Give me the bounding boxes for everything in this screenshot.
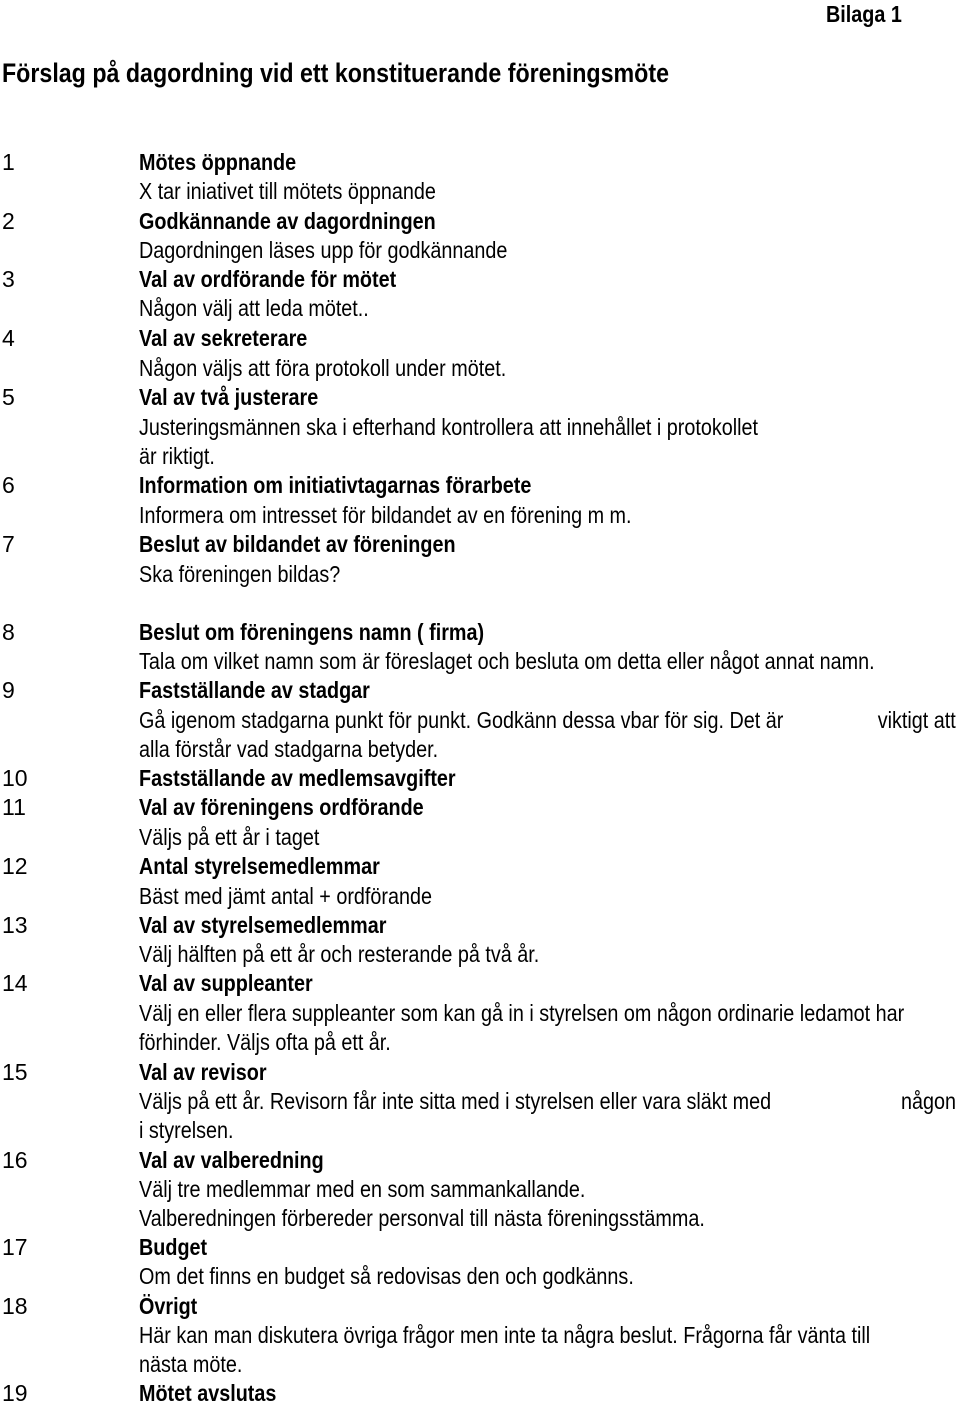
item-description: Någon välj att leda mötet..	[139, 295, 369, 321]
agenda-item	[0, 265, 960, 294]
agenda-item	[0, 793, 960, 822]
item-heading: Mötes öppnande	[139, 149, 297, 175]
item-number: 8	[2, 619, 15, 645]
agenda-item	[0, 1379, 960, 1408]
agenda-item	[0, 1292, 960, 1321]
item-description: Informera om intresset för bildandet av en förening m m.	[139, 502, 632, 528]
agenda-item	[0, 969, 960, 998]
attachment-label: Bilaga 1	[825, 1, 902, 27]
item-description: Här kan man diskutera övriga frågor men inte ta några beslut. Frågorna får vänta till	[139, 1322, 871, 1348]
item-description: Välj hälften på ett år och resterande på två år.	[139, 941, 540, 967]
item-description: Dagordningen läses upp för godkännande	[139, 237, 508, 263]
item-number: 9	[2, 677, 15, 703]
agenda-item	[0, 1146, 960, 1175]
item-heading: Antal styrelsemedlemmar	[139, 853, 380, 879]
item-description: Bäst med jämt antal + ordförande	[139, 883, 433, 909]
item-description-end: viktigt att	[877, 707, 956, 733]
item-description: Välj tre medlemmar med en som sammankallande.	[139, 1176, 586, 1202]
item-description-end: någon	[900, 1088, 956, 1114]
item-number: 13	[2, 912, 28, 938]
item-description: Gå igenom stadgarna punkt för punkt. Godkänn dessa vbar för sig. Det är viktigt att	[139, 707, 956, 733]
item-number: 3	[2, 266, 15, 292]
agenda-item	[0, 618, 960, 647]
item-number: 16	[2, 1147, 28, 1173]
item-heading: Godkännande av dagordningen	[139, 208, 436, 234]
agenda-item	[0, 1058, 960, 1087]
item-heading: Budget	[139, 1234, 208, 1260]
item-number: 4	[2, 325, 15, 351]
item-number: 18	[2, 1293, 28, 1319]
item-heading: Mötet avslutas	[139, 1380, 277, 1406]
agenda-item	[0, 324, 960, 353]
item-description: Valberedningen förbereder personval till nästa föreningsstämma.	[139, 1205, 705, 1231]
item-heading: Fastställande av medlemsavgifter	[139, 765, 456, 791]
item-number: 15	[2, 1059, 28, 1085]
item-description: förhinder. Väljs ofta på ett år.	[139, 1029, 391, 1055]
item-description: Justeringsmännen ska i efterhand kontrollera att innehållet i protokollet	[139, 414, 759, 440]
item-number: 14	[2, 970, 28, 996]
item-heading: Val av revisor	[139, 1059, 267, 1085]
item-number: 19	[2, 1380, 28, 1406]
item-description: Välj en eller flera suppleanter som kan gå in i styrelsen om någon ordinarie ledamot har	[139, 1000, 905, 1026]
item-heading: Beslut om föreningens namn ( firma)	[139, 619, 485, 645]
item-description: är riktigt.	[139, 443, 215, 469]
page-title: Förslag på dagordning vid ett konstituerande föreningsmöte	[2, 58, 669, 88]
agenda-item	[0, 676, 960, 705]
item-number: 1	[2, 149, 15, 175]
item-heading: Val av föreningens ordförande	[139, 794, 424, 820]
agenda-item	[0, 383, 960, 412]
item-number: 2	[2, 208, 15, 234]
agenda-item	[0, 530, 960, 559]
item-description: X tar iniativet till mötets öppnande	[139, 178, 436, 204]
item-number: 12	[2, 853, 28, 879]
item-heading: Val av styrelsemedlemmar	[139, 912, 387, 938]
agenda-item	[0, 1233, 960, 1262]
item-number: 10	[2, 765, 28, 791]
agenda-item	[0, 148, 960, 177]
item-description: Någon väljs att föra protokoll under mötet.	[139, 355, 507, 381]
item-heading: Val av suppleanter	[139, 970, 313, 996]
agenda-item	[0, 852, 960, 881]
item-description: Tala om vilket namn som är föreslaget och besluta om detta eller något annat namn.	[139, 648, 875, 674]
item-heading: Val av valberedning	[139, 1147, 324, 1173]
item-number: 5	[2, 384, 15, 410]
item-heading: Val av sekreterare	[139, 325, 308, 351]
item-description: Om det finns en budget så redovisas den och godkänns.	[139, 1263, 634, 1289]
agenda-item	[0, 764, 960, 793]
item-description: Ska föreningen bildas?	[139, 561, 341, 587]
item-heading: Övrigt	[139, 1293, 198, 1319]
item-number: 11	[2, 794, 26, 820]
item-heading: Val av ordförande för mötet	[139, 266, 397, 292]
item-heading: Information om initiativtagarnas förarbete	[139, 472, 532, 498]
item-number: 7	[2, 531, 15, 557]
item-description: nästa möte.	[139, 1351, 243, 1377]
item-description: Väljs på ett år. Revisorn får inte sitta med i styrelsen eller vara släkt med någon	[139, 1088, 956, 1114]
item-description: i styrelsen.	[139, 1117, 234, 1143]
item-description: alla förstår vad stadgarna betyder.	[139, 736, 439, 762]
item-heading: Beslut av bildandet av föreningen	[139, 531, 456, 557]
agenda-item	[0, 911, 960, 940]
agenda-item	[0, 207, 960, 236]
item-heading: Val av två justerare	[139, 384, 319, 410]
agenda-item	[0, 471, 960, 500]
item-number: 6	[2, 472, 15, 498]
item-number: 17	[2, 1234, 28, 1260]
item-description: Väljs på ett år i taget	[139, 824, 320, 850]
item-heading: Fastställande av stadgar	[139, 677, 370, 703]
